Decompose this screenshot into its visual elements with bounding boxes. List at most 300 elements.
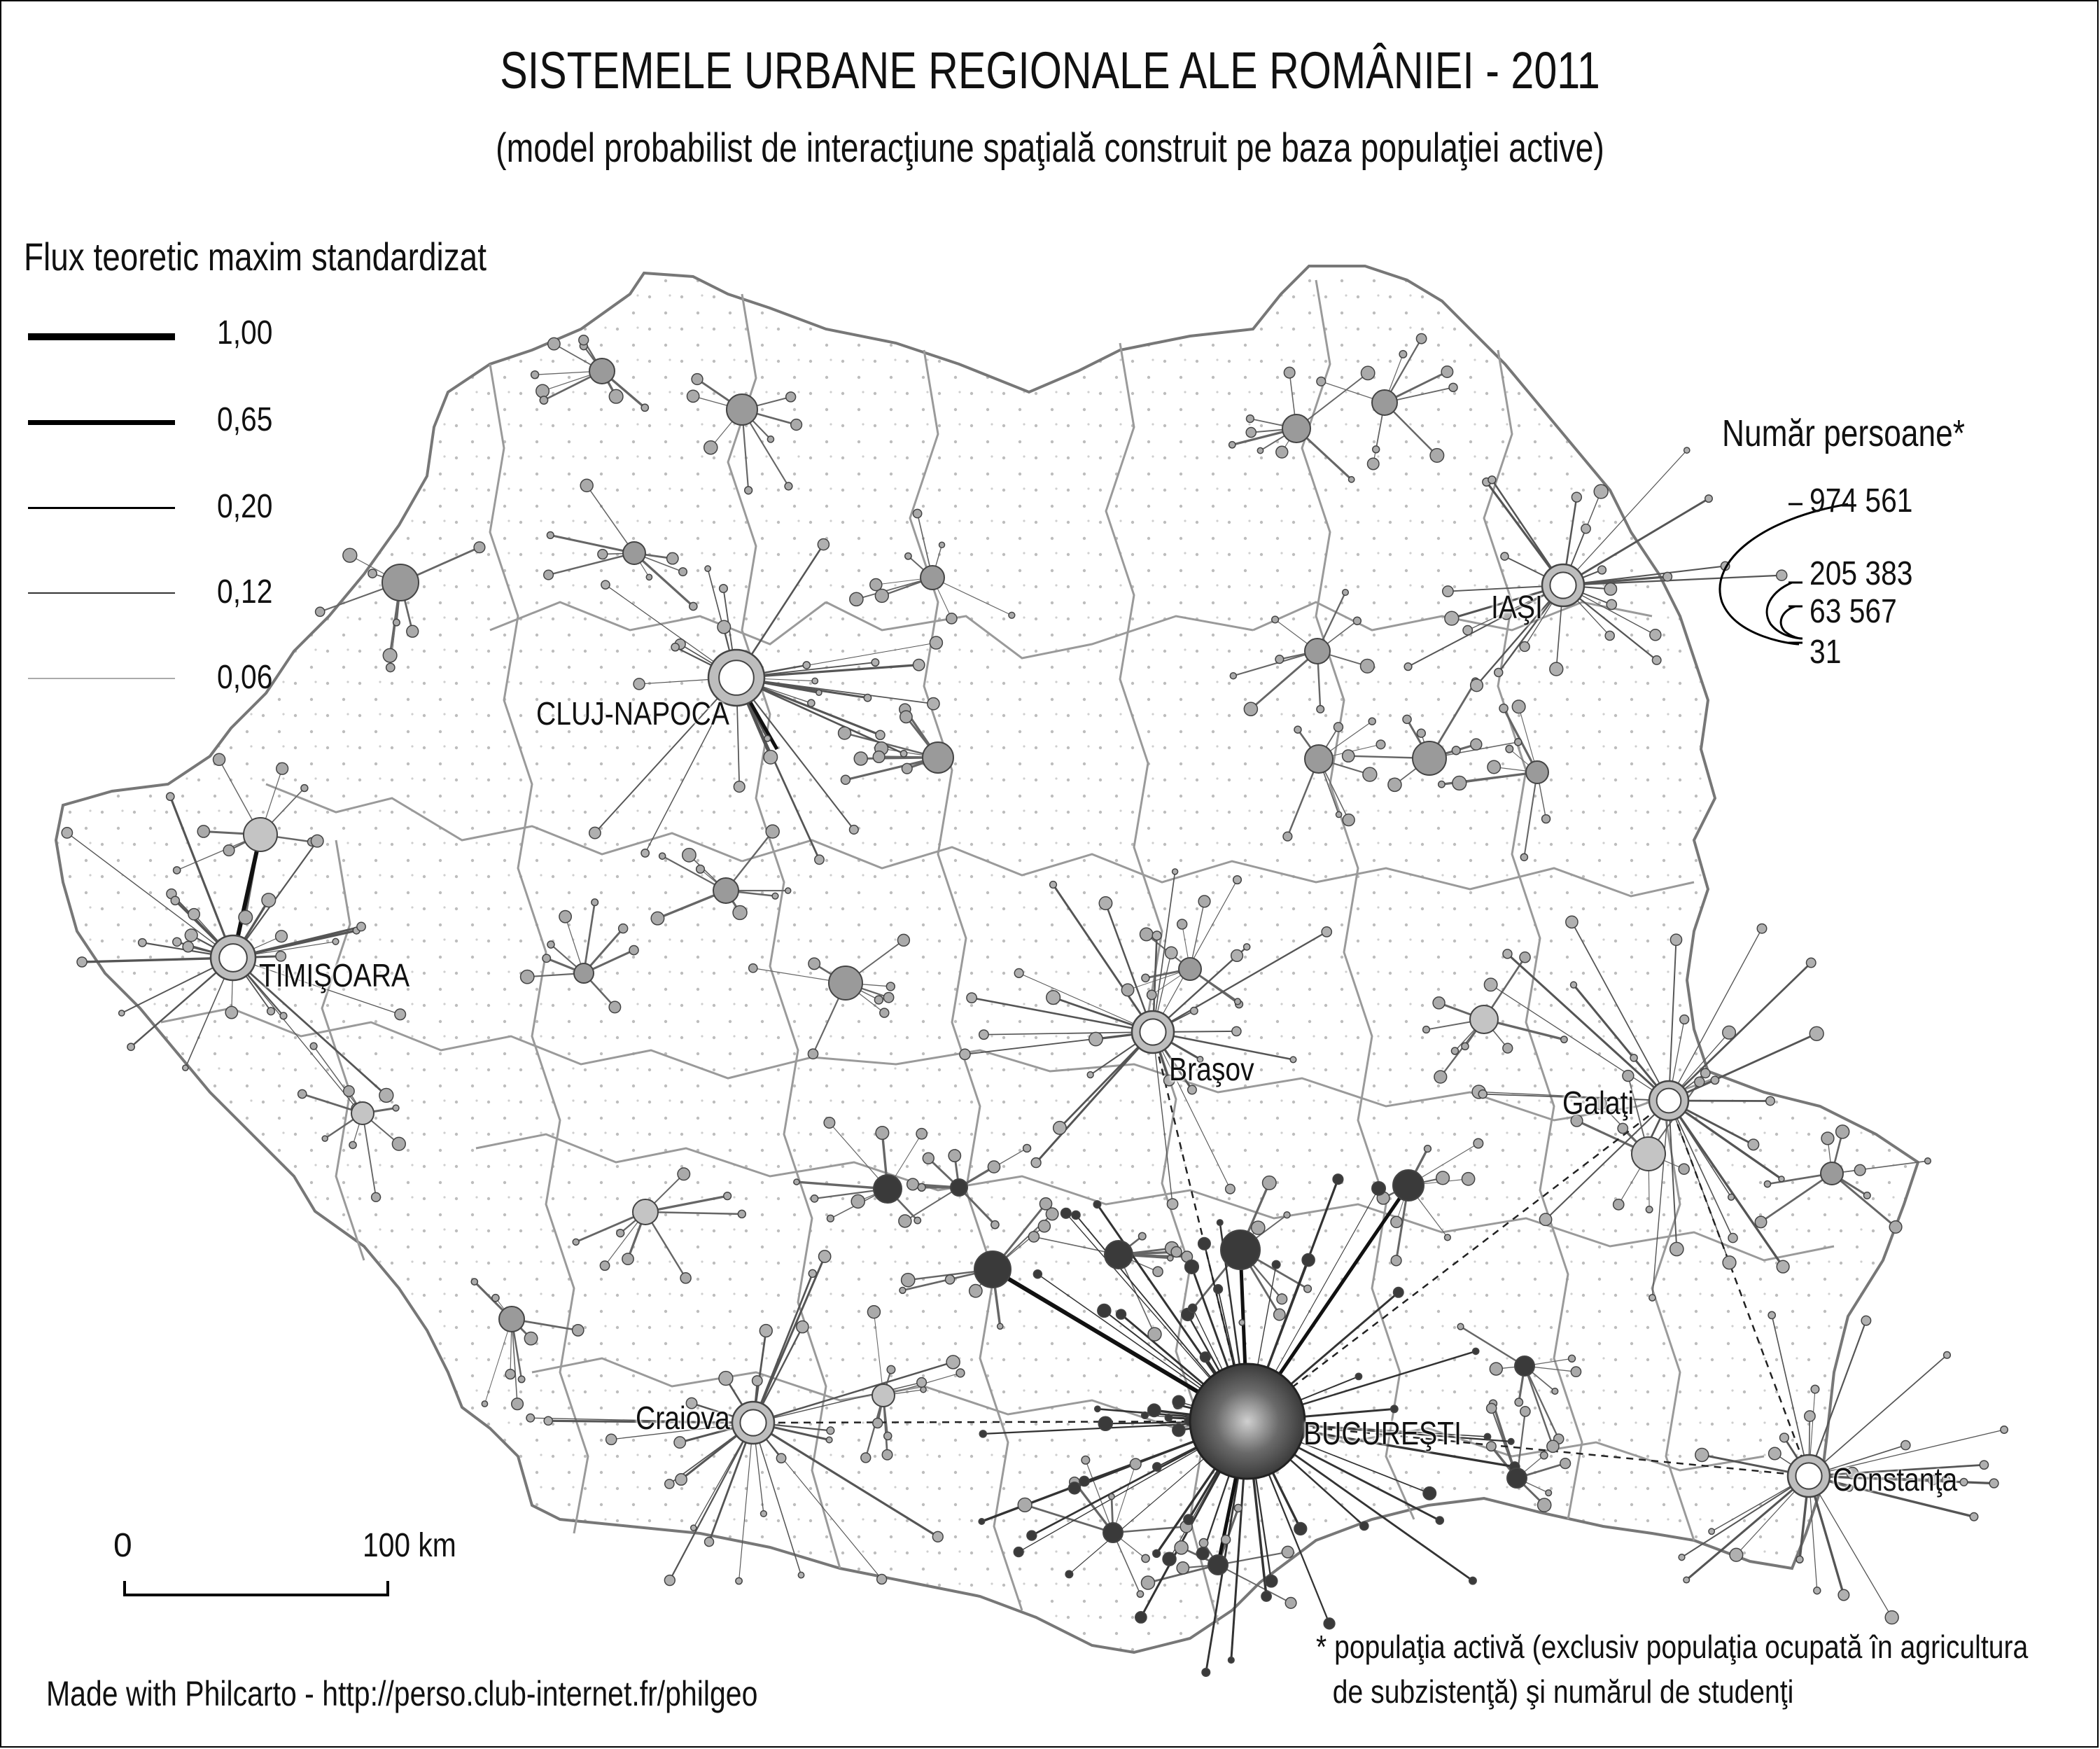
map-title: SISTEMELE URBANE REGIONALE ALE ROMÂNIEI - 2011 xyxy=(500,41,1600,99)
town-node xyxy=(979,1430,986,1437)
town-node xyxy=(1469,1577,1476,1584)
town-node xyxy=(1023,1144,1031,1152)
town-node xyxy=(1457,1323,1464,1330)
town-node xyxy=(1541,1451,1548,1458)
town-node xyxy=(1796,1556,1803,1563)
town-node xyxy=(907,1178,919,1190)
town-node xyxy=(474,542,485,553)
town-node xyxy=(1650,629,1661,641)
town-node xyxy=(880,1008,889,1017)
town-node xyxy=(1728,1234,1737,1243)
town-node xyxy=(1748,1139,1759,1150)
town-node xyxy=(914,1217,920,1223)
town-node xyxy=(171,896,179,905)
town-node xyxy=(1272,616,1279,623)
town-node xyxy=(988,1161,1000,1173)
town-node xyxy=(719,1372,733,1386)
town-node xyxy=(1730,1548,1743,1561)
town-node xyxy=(267,1008,275,1015)
town-node xyxy=(1944,1351,1951,1358)
city-label-cluj: CLUJ-NAPOCA xyxy=(536,695,729,732)
town-node xyxy=(1571,1367,1581,1377)
town-node xyxy=(877,1575,887,1584)
town-node xyxy=(505,1370,515,1379)
town-node xyxy=(1814,1587,1821,1594)
town-node xyxy=(850,592,863,606)
town-node xyxy=(1040,1198,1051,1210)
town-node xyxy=(900,751,906,757)
town-node xyxy=(1109,1493,1114,1499)
town-node xyxy=(766,825,779,838)
town-node xyxy=(1360,1521,1368,1530)
town-node xyxy=(1598,566,1606,574)
town-node xyxy=(1184,1514,1194,1524)
town-node xyxy=(372,1192,381,1201)
town-node xyxy=(1520,1407,1530,1416)
town-node xyxy=(913,509,921,517)
regional-centre xyxy=(1179,958,1201,980)
town-node xyxy=(839,727,851,739)
town-node xyxy=(818,539,829,550)
town-node xyxy=(1028,1232,1039,1242)
town-node xyxy=(617,1229,624,1237)
town-node xyxy=(1333,1174,1343,1185)
town-node xyxy=(875,590,888,603)
town-node xyxy=(2001,1426,2008,1433)
town-node xyxy=(1478,1090,1487,1099)
town-node xyxy=(544,570,554,580)
town-node xyxy=(1473,1348,1479,1354)
town-node xyxy=(1214,1285,1223,1294)
town-node xyxy=(1487,1403,1497,1413)
regional-centre xyxy=(1632,1137,1665,1171)
town-node xyxy=(1552,1388,1558,1395)
town-node xyxy=(1368,718,1376,725)
flux-line-sample xyxy=(28,592,175,594)
town-node xyxy=(1322,927,1331,937)
credit-text: Made with Philcarto - http://perso.club-internet.fr/philgeo xyxy=(46,1674,758,1713)
town-node xyxy=(1283,832,1292,841)
town-node xyxy=(785,888,791,893)
town-node xyxy=(1014,968,1023,977)
town-node xyxy=(573,1325,584,1336)
town-node xyxy=(1153,1549,1161,1557)
town-node xyxy=(872,659,879,667)
town-node xyxy=(173,938,181,946)
town-node xyxy=(1471,739,1482,750)
town-node xyxy=(1546,1490,1552,1496)
town-node xyxy=(386,663,395,671)
town-node xyxy=(1234,1504,1242,1512)
flux-line-sample xyxy=(28,333,175,340)
town-node xyxy=(724,1192,732,1200)
town-node xyxy=(1838,1589,1849,1601)
town-node xyxy=(1290,1057,1296,1063)
town-node xyxy=(322,1136,328,1141)
town-node xyxy=(794,1179,799,1185)
town-node xyxy=(1581,524,1590,533)
town-node xyxy=(547,941,554,948)
town-node xyxy=(690,602,697,610)
town-node xyxy=(183,1065,188,1071)
town-node xyxy=(482,1401,487,1407)
town-node xyxy=(276,762,288,774)
town-node xyxy=(1244,702,1257,716)
town-node xyxy=(956,1369,965,1377)
town-node xyxy=(310,1043,317,1050)
regional-centre xyxy=(951,1179,967,1196)
town-node xyxy=(1569,1355,1576,1362)
town-node xyxy=(349,1141,356,1148)
town-node xyxy=(1506,745,1513,753)
town-node xyxy=(1423,1026,1430,1033)
regional-centre xyxy=(1470,1005,1498,1033)
town-node xyxy=(1198,896,1210,907)
town-node xyxy=(1142,1554,1149,1562)
regional-centre xyxy=(829,966,862,1000)
town-node xyxy=(1069,1482,1081,1494)
town-node xyxy=(344,1086,354,1096)
town-node xyxy=(1499,704,1508,713)
town-node xyxy=(967,993,976,1003)
town-node xyxy=(606,1434,617,1444)
town-node xyxy=(393,1105,399,1111)
town-node xyxy=(1263,1176,1276,1190)
town-node xyxy=(1399,351,1407,358)
town-node xyxy=(767,436,774,443)
town-node xyxy=(718,620,731,634)
town-node xyxy=(512,1398,524,1410)
town-node xyxy=(687,390,699,402)
town-node xyxy=(913,659,925,670)
capital-circle xyxy=(1190,1364,1305,1479)
town-node xyxy=(1065,1570,1073,1578)
regional-centre xyxy=(1507,1468,1527,1488)
town-node xyxy=(1141,1576,1154,1589)
town-node xyxy=(1403,715,1411,723)
town-node xyxy=(1854,1164,1865,1176)
town-node xyxy=(997,1323,1003,1329)
town-node xyxy=(960,1049,970,1059)
town-node xyxy=(1252,1221,1265,1234)
town-node xyxy=(1168,1255,1173,1261)
town-node xyxy=(1199,1539,1208,1547)
regional-centre xyxy=(574,963,594,983)
regional-centre xyxy=(974,1251,1011,1288)
town-node xyxy=(927,698,939,710)
town-node xyxy=(1443,586,1453,597)
town-node xyxy=(785,482,792,490)
town-node xyxy=(1723,1256,1736,1269)
town-node xyxy=(1228,1657,1234,1664)
regional-centre xyxy=(872,1384,895,1407)
city-label-bucuresti: BUCUREŞTI xyxy=(1303,1415,1462,1451)
regional-centre xyxy=(1105,1241,1133,1269)
flux-legend-label: 0,12 xyxy=(217,573,273,611)
town-node xyxy=(1244,944,1250,950)
town-node xyxy=(619,924,628,933)
town-node xyxy=(1202,1668,1210,1677)
town-node xyxy=(1484,1433,1490,1440)
town-node xyxy=(524,1332,537,1344)
town-node xyxy=(1807,958,1816,967)
town-node xyxy=(1757,924,1767,933)
town-node xyxy=(1294,1522,1307,1535)
town-node xyxy=(395,1009,406,1020)
town-node xyxy=(1885,1611,1898,1624)
town-node xyxy=(826,1437,832,1443)
town-node xyxy=(1230,673,1236,679)
town-node xyxy=(1142,974,1149,982)
regional-centre xyxy=(1515,1356,1534,1376)
town-node xyxy=(1376,740,1385,749)
town-node xyxy=(1343,590,1349,596)
town-node xyxy=(1388,778,1401,791)
town-node xyxy=(518,1376,524,1382)
regional-centre xyxy=(244,818,277,851)
hub-inner-ring xyxy=(1795,1463,1821,1489)
town-node xyxy=(902,763,912,774)
town-node xyxy=(641,404,648,411)
town-node xyxy=(548,337,560,349)
town-node xyxy=(536,384,550,398)
town-node xyxy=(667,552,678,564)
town-node xyxy=(930,636,942,649)
flux-legend-title: Flux teoretic maxim standardizat xyxy=(24,235,486,279)
town-node xyxy=(761,1511,767,1517)
town-node xyxy=(1684,1577,1690,1583)
town-node xyxy=(1285,1598,1296,1609)
town-node xyxy=(1416,333,1426,343)
town-node xyxy=(1970,1513,1977,1521)
city-label-craiova: Craiova xyxy=(636,1400,730,1436)
town-node xyxy=(119,1010,125,1016)
regional-centre xyxy=(382,564,419,601)
flux-legend-label: 0,06 xyxy=(217,659,273,696)
town-node xyxy=(1148,1404,1161,1416)
town-node xyxy=(874,996,883,1004)
town-node xyxy=(691,1525,696,1531)
town-node xyxy=(1363,767,1377,781)
town-node xyxy=(1233,876,1242,884)
town-node xyxy=(1050,882,1057,889)
town-node xyxy=(979,1519,985,1525)
town-node xyxy=(1980,1461,1988,1469)
town-node xyxy=(850,825,859,835)
town-node xyxy=(1474,1138,1483,1148)
town-node xyxy=(580,479,593,492)
town-node xyxy=(1490,1363,1502,1375)
town-node xyxy=(559,910,571,922)
town-node xyxy=(1501,552,1508,560)
town-node xyxy=(1542,815,1550,823)
town-node xyxy=(1711,1076,1718,1084)
town-node xyxy=(1148,1328,1161,1341)
town-node xyxy=(1755,1216,1766,1227)
town-node xyxy=(1901,1441,1910,1450)
town-node xyxy=(1503,1043,1513,1053)
flux-legend-label: 0,20 xyxy=(217,488,273,525)
town-node xyxy=(899,1215,911,1227)
town-node xyxy=(492,1295,499,1302)
flux-legend-label: 0,65 xyxy=(217,401,273,438)
regional-centre xyxy=(874,1175,902,1203)
town-node xyxy=(798,1572,804,1577)
town-node xyxy=(776,1454,785,1463)
town-node xyxy=(1604,583,1616,595)
town-node xyxy=(1679,1164,1689,1174)
regional-centre xyxy=(1305,639,1330,664)
town-node xyxy=(1538,1498,1551,1512)
footnote-line-1: * populaţia activă (exclusiv populaţia ocupată în agricultura xyxy=(1316,1629,2029,1665)
town-node xyxy=(899,1287,906,1293)
town-node xyxy=(1139,1232,1146,1239)
town-node xyxy=(1989,1479,1998,1488)
town-node xyxy=(1768,1311,1775,1318)
town-node xyxy=(634,678,645,690)
hub-inner-ring xyxy=(719,660,754,695)
town-node xyxy=(1343,814,1354,826)
town-node xyxy=(873,751,885,763)
town-node xyxy=(1098,1416,1112,1430)
town-node xyxy=(1121,984,1133,996)
town-node xyxy=(139,939,146,947)
town-node xyxy=(579,335,589,345)
town-node xyxy=(824,1117,835,1129)
town-node xyxy=(629,946,638,955)
town-node xyxy=(1670,1242,1684,1255)
town-node xyxy=(1137,1591,1143,1597)
town-node xyxy=(1594,485,1608,499)
town-node xyxy=(678,1168,690,1180)
town-node xyxy=(1302,1254,1315,1267)
regional-centre xyxy=(923,742,953,773)
size-legend-title: Număr persoane* xyxy=(1722,412,1966,454)
town-node xyxy=(704,441,718,454)
flux-legend-label: 1,00 xyxy=(217,314,273,351)
town-node xyxy=(1093,1201,1101,1208)
town-node xyxy=(1229,442,1236,448)
town-node xyxy=(1436,1517,1443,1524)
town-node xyxy=(946,1356,960,1369)
town-node xyxy=(531,371,539,379)
town-node xyxy=(1082,1456,1090,1465)
town-node xyxy=(1515,1398,1522,1406)
town-node xyxy=(225,1006,237,1018)
town-node xyxy=(1027,1531,1037,1540)
town-node xyxy=(1391,1405,1398,1412)
town-node xyxy=(1445,611,1459,625)
town-node xyxy=(1623,1071,1634,1082)
town-node xyxy=(897,934,909,946)
town-node xyxy=(659,853,666,859)
town-node xyxy=(183,942,193,952)
town-node xyxy=(1033,1270,1042,1278)
town-node xyxy=(1282,1546,1294,1558)
regional-centre xyxy=(351,1102,374,1124)
town-node xyxy=(276,931,288,942)
city-label-iasi: IAŞI xyxy=(1491,589,1543,625)
town-node xyxy=(1861,1316,1870,1325)
regional-centre xyxy=(623,542,645,564)
city-label-timisoara: TIMIŞOARA xyxy=(259,957,410,994)
town-node xyxy=(1061,1208,1072,1218)
town-node xyxy=(676,1474,687,1485)
town-node xyxy=(651,912,664,924)
town-node xyxy=(1451,1047,1458,1054)
town-node xyxy=(1723,1026,1736,1039)
town-node xyxy=(392,1137,405,1150)
town-node xyxy=(1343,750,1354,762)
town-node xyxy=(1140,928,1153,940)
city-label-brasov: Braşov xyxy=(1169,1051,1254,1087)
town-node xyxy=(1520,642,1530,652)
town-node xyxy=(1099,897,1112,910)
town-node xyxy=(197,825,209,837)
town-node xyxy=(1391,1216,1402,1227)
footnote xyxy=(1316,1624,2028,1714)
town-node xyxy=(311,835,323,847)
town-node xyxy=(1417,729,1425,737)
town-node xyxy=(1560,1458,1571,1469)
town-node xyxy=(808,699,815,706)
town-node xyxy=(1239,1320,1245,1325)
town-node xyxy=(1334,723,1343,732)
town-node xyxy=(1434,1071,1447,1083)
town-node xyxy=(946,1275,955,1284)
town-node xyxy=(1089,1032,1102,1045)
town-node xyxy=(1889,1221,1902,1234)
town-node xyxy=(1670,934,1681,945)
town-node xyxy=(1684,447,1690,453)
town-node xyxy=(1836,1125,1849,1138)
town-node xyxy=(1166,947,1177,959)
town-node xyxy=(1646,1206,1652,1213)
town-node xyxy=(948,1150,960,1162)
town-node xyxy=(1508,1439,1514,1445)
town-node xyxy=(609,1001,621,1013)
town-node xyxy=(1487,1442,1497,1451)
town-node xyxy=(262,893,276,907)
hub-inner-ring xyxy=(219,944,247,972)
town-node xyxy=(887,1365,895,1374)
town-node xyxy=(1606,599,1616,609)
town-node xyxy=(1780,1433,1789,1442)
town-node xyxy=(600,1261,609,1270)
town-node xyxy=(864,695,871,702)
town-node xyxy=(1167,1199,1177,1209)
town-node xyxy=(1520,853,1527,860)
town-node xyxy=(883,992,893,1002)
town-node xyxy=(1355,1373,1362,1379)
town-node xyxy=(1471,679,1483,692)
regional-centre xyxy=(1413,741,1446,775)
town-node xyxy=(1695,1077,1704,1087)
town-node xyxy=(174,867,181,874)
town-node xyxy=(1441,366,1452,377)
town-node xyxy=(1614,1199,1624,1210)
regional-centre xyxy=(713,878,738,903)
town-node xyxy=(916,1129,927,1139)
town-node xyxy=(902,1274,915,1287)
town-node xyxy=(1571,982,1577,988)
town-node xyxy=(1200,1352,1210,1363)
town-node xyxy=(870,579,882,591)
town-node xyxy=(1515,739,1522,746)
town-node xyxy=(1046,991,1060,1005)
town-node xyxy=(733,905,747,919)
flux-legend-item xyxy=(28,658,322,700)
